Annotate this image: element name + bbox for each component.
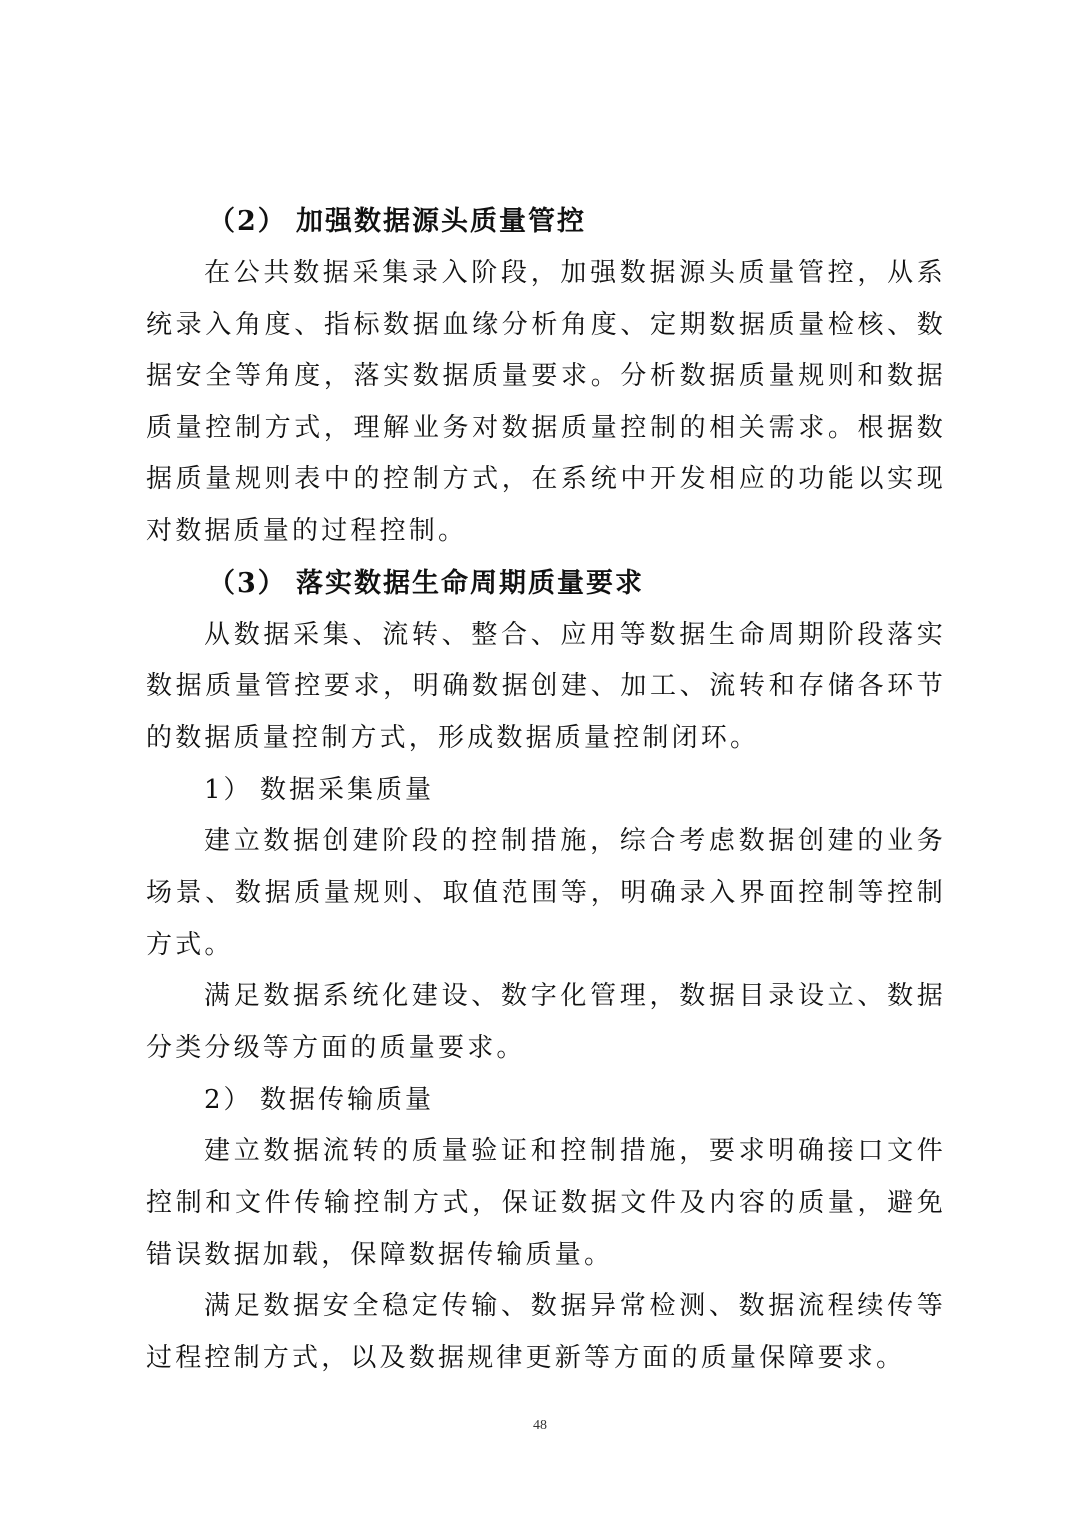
page-number: 48 [533,1418,547,1433]
subsection-number: 1） [204,775,253,806]
subsection-number: 2） [204,1085,253,1116]
section-title: 加强数据源头质量管控 [296,206,586,237]
paragraph: 从数据采集、流转、整合、应用等数据生命周期阶段落实数据质量管控要求，明确数据创建、加工、流转和存储各环节的数据质量控制方式，形成数据质量控制闭环。 [146,619,946,753]
subsection-title: 数据传输质量 [260,1085,435,1116]
subsection-heading-2 [146,1074,946,1126]
paragraph: 在公共数据采集录入阶段，加强数据源头质量管控，从系统录入角度、指标数据血缘分析角度、定期数据质量检核、数据安全等角度，落实数据质量要求。分析数据质量规则和数据质量控制方式，理解业务对数据质量控制的相关需求。根据数据质量规则表中的控制方式，在系统中开发相应的功能以实现对数据质量的过程控制。 [146,258,946,546]
paragraph: 满足数据系统化建设、数字化管理，数据目录设立、数据分类分级等方面的质量要求。 [146,981,946,1063]
section-number: （2） [208,206,287,237]
page-body [146,196,946,1384]
section-title: 落实数据生命周期质量要求 [296,567,644,599]
section-number: （3） [208,567,287,599]
section-heading-3 [146,558,946,610]
subsection-title: 数据采集质量 [260,775,435,806]
paragraph: 建立数据创建阶段的控制措施，综合考虑数据创建的业务场景、数据质量规则、取值范围等，明确录入界面控制等控制方式。 [146,826,946,960]
section-heading-2 [146,196,946,248]
paragraph: 满足数据安全稳定传输、数据异常检测、数据流程续传等过程控制方式，以及数据规律更新等方面的质量保障要求。 [146,1291,946,1373]
paragraph: 建立数据流转的质量验证和控制措施，要求明确接口文件控制和文件传输控制方式，保证数据文件及内容的质量，避免错误数据加载，保障数据传输质量。 [146,1136,946,1270]
subsection-heading-1 [146,764,946,816]
